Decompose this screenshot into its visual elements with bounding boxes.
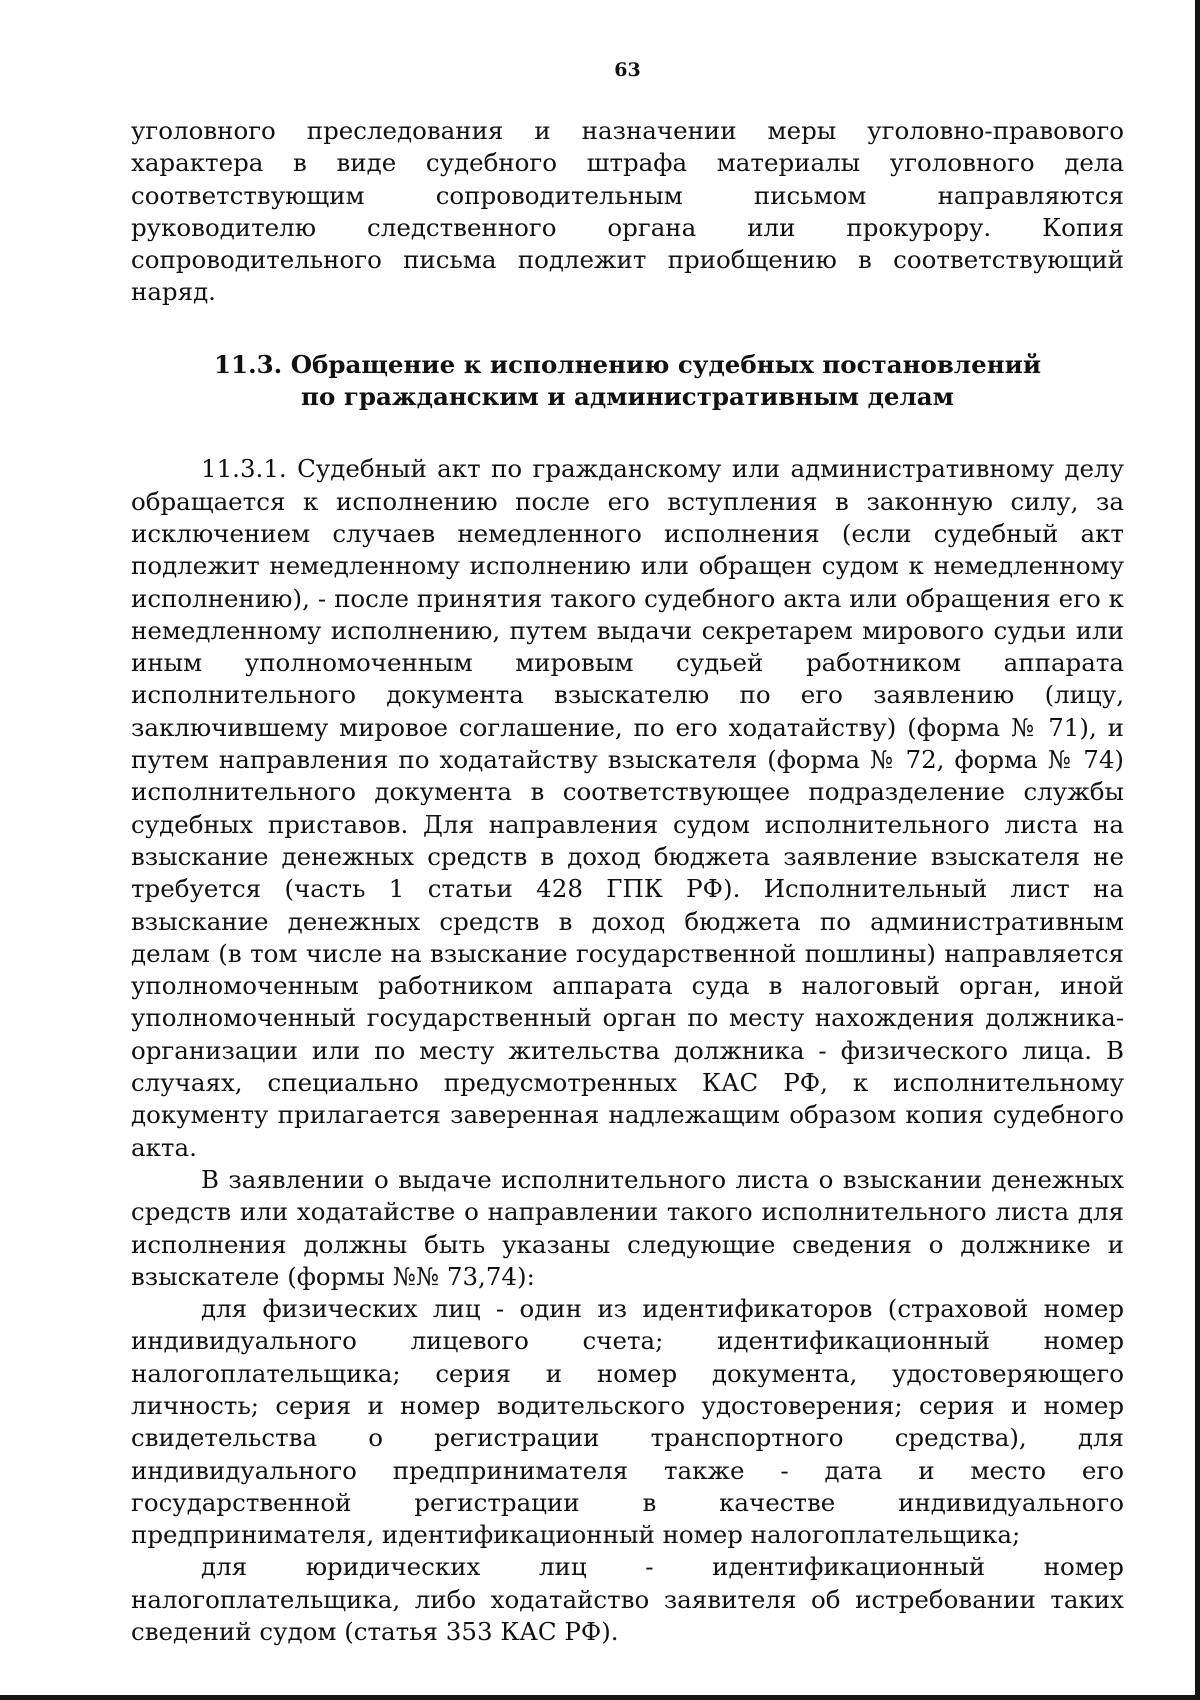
scan-border-right: [1195, 0, 1200, 1700]
paragraph-11-3-1: 11.3.1. Судебный акт по гражданскому или административному делу обращается к исполнению после его вступления в законную силу, за исключением случаев немедленного исполнения (если судебный акт подлежит немедленному исполнению или обращен судом к немедленному исполнению), - после принятия такого судебного акта или обращения его к немедленному исполнению, путем выдачи секретарем мирового судьи или иным уполномоченным мировым судьей работником аппарата исполнительного документа взыскателю по его заявлению (лицу, заключившему мировое соглашение, по его ходатайству) (форма № 71), и путем направления по ходатайству взыскателя (форма № 72, форма № 74) исполнительного документа в соответствующее подразделение службы судебных приставов. Для направления судом исполнительного листа на взыскание денежных средств в доход бюджета заявление взыскателя не требуется (часть 1 статьи 428 ГПК РФ). Исполнительный лист на взыскание денежных средств в доход бюджета по административным делам (в том числе на взыскание государственной пошлины) направляется уполномоченным работником аппарата суда в налоговый орган, иной уполномоченный государственный орган по месту нахождения должника-организации или по месту жительства должника - физического лица. В случаях, специально предусмотренных КАС РФ, к исполнительному документу прилагается заверенная надлежащим образом копия судебного акта.: [131, 454, 1124, 1162]
document-page: [131, 58, 1124, 1648]
scan-border-bottom: [0, 1695, 1200, 1700]
intro-paragraph: уголовного преследования и назначении меры уголовно-правового характера в виде судебного штрафа материалы уголовного дела соответствующим сопроводительным письмом направляются руководителю следственного органа или прокурору. Копия сопроводительного письма подлежит приобщению в соответствующий наряд.: [131, 116, 1124, 307]
section-heading-line-1: 11.3. Обращение к исполнению судебных постановлений: [213, 349, 1042, 379]
paragraph-legal-entities: для юридических лиц - идентификационный номер налогоплательщика, либо ходатайство заявителя об истребовании таких сведений судом (статья 353 КАС РФ).: [131, 1552, 1124, 1647]
paragraph-application-details: В заявлении о выдаче исполнительного листа о взыскании денежных средств или ходатайстве о направлении такого исполнительного листа для исполнения должны быть указаны следующие сведения о должнике и взыскателе (формы №№ 73,74):: [131, 1164, 1124, 1291]
section-heading-line-2: по гражданским и административным делам: [301, 382, 954, 412]
paragraph-individuals: для физических лиц - один из идентификаторов (страховой номер индивидуального лицевого счета; идентификационный номер налогоплательщика; серия и номер документа, удостоверяющего личность; серия и номер водительского удостоверения; серия и номер свидетельства о регистрации транспортного средства), для индивидуального предпринимателя также - дата и место его государственной регистрации в качестве индивидуального предпринимателя, идентификационный номер налогоплательщика;: [131, 1294, 1124, 1550]
page-number: 63: [614, 59, 641, 81]
section-heading: [131, 349, 1124, 414]
